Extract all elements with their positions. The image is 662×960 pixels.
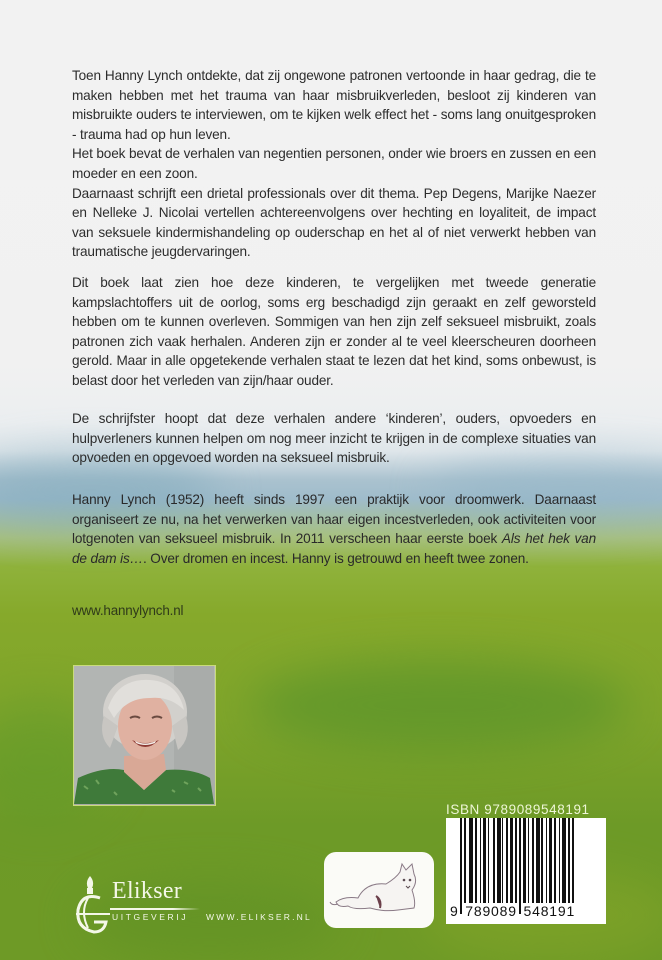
barcode-digits-right: 548191 [523,903,576,919]
wolf-emblem [324,852,434,928]
publisher-logo [70,872,312,942]
logo-underline [110,908,200,910]
summary-paragraph [72,273,596,391]
publisher-website[interactable]: WWW.ELIKSER.NL [206,912,312,922]
intro-paragraph: Toen Hanny Lynch ontdekte, dat zij ongewone patronen vertoonde in haar gedrag, die te maken hebben met het trauma van haar misbruikverleden, besloot zij kinderen van misbruikte ouders te interviewen, om te kijken welk effect het - soms lang onuitgesproken - trauma had op hun leven. [72,68,596,142]
bio-text-start: Hanny Lynch (1952) heeft sinds 1997 een praktijk voor droomwerk. Daarnaast organiseert ze nu, na het verwerken van haar eigen incestverleden, ook activiteiten voor lotgenoten van seksueel misbruik. In 2011 verscheen haar eerste boek [72,492,596,547]
bio-text-end: . Over dromen en incest. Hanny is getrouwd en heeft twee zonen. [143,550,529,566]
barcode-digits [449,903,576,919]
website-link[interactable]: www.hannylynch.nl [72,603,184,618]
intro-paragraphs [72,66,596,262]
barcode-digit-first: 9 [450,903,459,919]
intro-paragraph: Het boek bevat de verhalen van negentien personen, onder wie broers en zussen en een moeder en een zoon. [72,146,596,181]
author-bio-text [72,490,596,568]
author-website[interactable] [72,601,596,621]
barcode-digits-left: 789089 [465,903,517,919]
author-bio [72,490,596,568]
background-blur [250,660,630,750]
publisher-emblem-icon [70,872,110,938]
summary-text: Dit boek laat zien hoe deze kinderen, te vergelijken met tweede generatie kampslachtoffers uit de oorlog, soms erg beschadigd zijn geraakt en zelf geworsteld hebben om te kunnen overleven. Sommigen van hen zijn zelf seksueel misbruikt, zoals patronen zich vaak herhalen. Anderen zijn er zonder al te veel kleerscheuren doorheen gerold. Maar in alle opgetekende verhalen staat te lezen dat het kind, soms onbewust, is belast door het verleden van zijn/haar ouder. [72,275,596,388]
publisher-name: Elikser [112,878,183,904]
purpose-paragraph [72,409,596,468]
previous-book-title: Als het hek van de dam is… [72,531,596,566]
isbn-barcode [446,818,606,924]
portrait-illustration [74,666,214,804]
wolf-icon [324,852,434,928]
isbn-label: ISBN 9789089548191 [446,802,590,817]
purpose-text: De schrijfster hoopt dat deze verhalen andere ‘kinderen’, ouders, opvoeders en hulpverleners kunnen helpen om nog meer inzicht te krijgen in de complexe situaties van opvoeden en opgevoed worden na seksueel misbruik. [72,411,596,466]
barcode-bars [460,818,592,914]
intro-paragraph: Daarnaast schrijft een drietal professionals over dit thema. Pep Degens, Marijke Naezer en Nelleke J. Nicolai vertellen achtereenvolgens over hechting en loyaliteit, de impact van seksuele kindermishandeling op ouderschap en het al of niet verwerkt hebben van traumatische jeugdervaringen. [72,185,596,260]
author-photo [73,665,216,806]
publisher-subtitle: UITGEVERIJ [112,912,189,922]
